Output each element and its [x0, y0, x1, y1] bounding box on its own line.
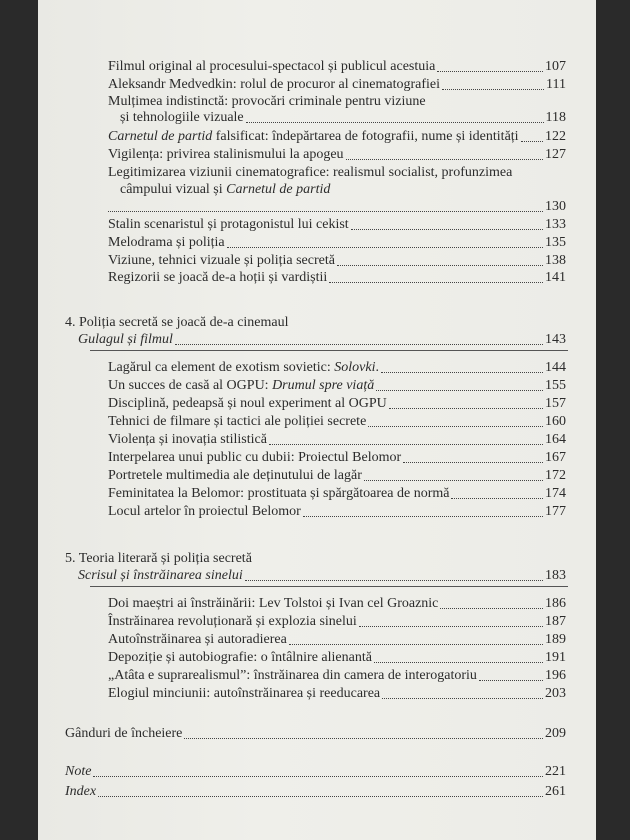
- toc-entry-page: 167: [545, 450, 566, 465]
- toc-entry-title: Disciplină, pedeapsă și noul experiment al OGPU: [108, 396, 387, 411]
- toc-notes-entry: [65, 764, 566, 780]
- leader-dots: [451, 498, 543, 499]
- toc-entry-title: Locul artelor în proiectul Belomor: [108, 504, 301, 519]
- toc-entry: [108, 486, 566, 502]
- toc-entry: [108, 77, 566, 93]
- toc-entry-title: Violența și inovația stilistică: [108, 432, 267, 447]
- toc-entry-title-italic: Solovki: [334, 360, 376, 375]
- toc-entry: [108, 614, 566, 630]
- leader-dots: [359, 626, 543, 627]
- toc-entry-page: 111: [546, 77, 566, 92]
- leader-dots: [108, 211, 543, 212]
- toc-entry: [108, 59, 566, 75]
- toc-entry-title: Elogiul minciunii: autoînstrăinarea și reeducarea: [108, 686, 381, 701]
- leader-dots: [93, 776, 543, 777]
- toc-entry-title: Feminitatea la Belomor: prostituata și spărgătoarea de normă: [108, 486, 450, 501]
- toc-entry-title-after: .: [375, 360, 379, 375]
- leader-dots: [98, 796, 543, 797]
- toc-entry-title-line2: [120, 182, 330, 198]
- toc-entry-title: Interpelarea unui public cu dubii: Proiectul Belomor: [108, 450, 402, 465]
- toc-entry-page: 160: [545, 414, 566, 429]
- leader-dots: [227, 247, 543, 248]
- toc-entry: [108, 668, 566, 684]
- toc-entry: [108, 147, 566, 163]
- toc-entry: [108, 504, 566, 520]
- subtitle-underline: [90, 350, 568, 351]
- leader-dots: [479, 680, 543, 681]
- toc-entry-page: 196: [545, 668, 566, 683]
- toc-entry: [108, 396, 566, 412]
- toc-entry-title: [108, 129, 519, 145]
- toc-entry-title-line1: Mulțimea indistinctă: provocări criminale pentru viziune: [108, 94, 426, 109]
- leader-dots: [246, 122, 544, 123]
- leader-dots: [346, 159, 543, 160]
- toc-entry-page: 138: [545, 253, 566, 268]
- leader-dots: [440, 608, 543, 609]
- toc-entry-page: 133: [545, 217, 566, 232]
- toc-entry-page: 177: [545, 504, 566, 519]
- toc-entry-title: Doi maeștri ai înstrăinării: Lev Tolstoi și Ivan cel Groaznic: [108, 596, 439, 611]
- toc-entry-page: 221: [545, 764, 566, 779]
- toc-entry-page: 155: [545, 378, 566, 393]
- leader-dots: [521, 141, 543, 142]
- toc-entry-title: Index: [65, 784, 97, 799]
- toc-entry-page: 209: [545, 726, 566, 741]
- leader-dots: [175, 344, 543, 345]
- toc-entry-title-line2-italic: Carnetul de partid: [226, 182, 331, 197]
- toc-entry-title: Note: [65, 764, 92, 779]
- toc-entry-page: 172: [545, 468, 566, 483]
- toc-entry-page: 118: [545, 110, 566, 125]
- toc-entry: [108, 450, 566, 466]
- leader-dots: [403, 462, 543, 463]
- leader-dots: [329, 282, 543, 283]
- chapter-subtitle-row: [78, 332, 566, 348]
- toc-entry: [108, 414, 566, 430]
- leader-dots: [437, 71, 543, 72]
- toc-entry-page: 135: [545, 235, 566, 250]
- toc-index-entry: [65, 784, 566, 800]
- toc-entry-title-line2-plain: câmpului vizual și: [120, 182, 227, 197]
- leader-dots: [382, 698, 543, 699]
- toc-entry-title-line2: și tehnologiile vizuale: [120, 110, 244, 125]
- toc-entry-title: [108, 378, 374, 394]
- toc-entry: [108, 650, 566, 666]
- toc-entry-page: 174: [545, 486, 566, 501]
- book-page: [38, 0, 596, 840]
- leader-dots: [376, 390, 543, 391]
- toc-entry-page: 141: [545, 270, 566, 285]
- leader-dots: [351, 229, 543, 230]
- leader-dots: [442, 89, 544, 90]
- chapter-page: 143: [545, 332, 566, 347]
- chapter-subtitle: Scrisul și înstrăinarea sinelui: [78, 568, 243, 583]
- leader-dots: [184, 738, 543, 739]
- toc-entry: [108, 432, 566, 448]
- toc-entry-title: Tehnici de filmare și tactici ale poliției secrete: [108, 414, 367, 429]
- leader-dots: [269, 444, 543, 445]
- toc-entry-title: „Atâta e suprarealismul”: înstrăinarea din camera de interogatoriu: [108, 668, 477, 683]
- leader-dots: [303, 516, 543, 517]
- chapter-page: 183: [545, 568, 566, 583]
- toc-entry-title: Regizorii se joacă de-a hoții și vardiștii: [108, 270, 328, 285]
- toc-entry-page: 261: [545, 784, 566, 799]
- toc-entry-title: Portretele multimedia ale deținutului de lagăr: [108, 468, 362, 483]
- chapter-title: 4. Poliția secretă se joacă de-a cinemaul: [65, 315, 289, 330]
- toc-entry-page: 130: [545, 199, 566, 214]
- toc-entry-page: 122: [545, 129, 566, 144]
- toc-entry-page: 107: [545, 59, 566, 74]
- toc-entry-title: Aleksandr Medvedkin: rolul de procuror al cinematografiei: [108, 77, 440, 92]
- leader-dots: [245, 580, 543, 581]
- toc-entry-title-rest: falsificat: îndepărtarea de fotografii, nume și identități: [212, 129, 519, 144]
- toc-entry-page: 203: [545, 686, 566, 701]
- leader-dots: [374, 662, 543, 663]
- leader-dots: [364, 480, 543, 481]
- toc-entry-title: Înstrăinarea revoluționară și explozia sinelui: [108, 614, 357, 629]
- toc-entry-page: 187: [545, 614, 566, 629]
- toc-entry-title: Autoînstrăinarea și autoradierea: [108, 632, 287, 647]
- toc-entry: [108, 378, 566, 394]
- toc-entry: [108, 129, 566, 145]
- leader-dots: [381, 372, 543, 373]
- chapter-subtitle-row: [78, 568, 566, 584]
- toc-entry-title: Vigilența: privirea stalinismului la apogeu: [108, 147, 344, 162]
- toc-entry: [120, 110, 566, 126]
- toc-entry-page: 127: [545, 147, 566, 162]
- toc-entry-title: Viziune, tehnici vizuale și poliția secretă: [108, 253, 335, 268]
- leader-dots: [337, 265, 543, 266]
- toc-entry-title: Depoziție și autobiografie: o întâlnire alienantă: [108, 650, 372, 665]
- toc-entry: [108, 253, 566, 269]
- toc-entry-title: [108, 360, 379, 376]
- chapter-title: 5. Teoria literară și poliția secretă: [65, 551, 252, 566]
- toc-entry-title-plain: Un succes de casă al OGPU:: [108, 378, 273, 393]
- toc-entry: [108, 235, 566, 251]
- leader-dots: [389, 408, 543, 409]
- toc-entry-title: Gânduri de încheiere: [65, 726, 183, 741]
- toc-entry-title: Melodrama și poliția: [108, 235, 225, 250]
- chapter-subtitle: Gulagul și filmul: [78, 332, 173, 347]
- subtitle-underline: [90, 586, 568, 587]
- toc-closing-entry: [65, 726, 566, 742]
- toc-entry: [108, 632, 566, 648]
- toc-entry: [108, 217, 566, 233]
- toc-entry-page: 186: [545, 596, 566, 611]
- toc-entry-page: 191: [545, 650, 566, 665]
- toc-entry-page: 189: [545, 632, 566, 647]
- toc-entry: [108, 270, 566, 286]
- toc-entry-title: Stalin scenaristul și protagonistul lui cekist: [108, 217, 349, 232]
- leader-dots: [289, 644, 543, 645]
- toc-entry-page: 144: [545, 360, 566, 375]
- toc-entry-title-line1: Legitimizarea viziunii cinematografice: realismul socialist, profunzimea: [108, 165, 513, 180]
- toc-entry: [108, 686, 566, 702]
- leader-dots: [368, 426, 543, 427]
- toc-entry-title-italic: Carnetul de partid: [108, 129, 213, 144]
- toc-entry: [108, 596, 566, 612]
- toc-entry-title-plain: Lagărul ca element de exotism sovietic:: [108, 360, 335, 375]
- toc-entry-title-italic: Drumul spre viață: [272, 378, 375, 393]
- toc-entry-page: 157: [545, 396, 566, 411]
- toc-entry: [108, 468, 566, 484]
- toc-entry-page-row: [108, 199, 566, 215]
- toc-entry: [108, 360, 566, 376]
- toc-entry-title: Filmul original al procesului-spectacol și publicul acestuia: [108, 59, 436, 74]
- toc-entry-page: 164: [545, 432, 566, 447]
